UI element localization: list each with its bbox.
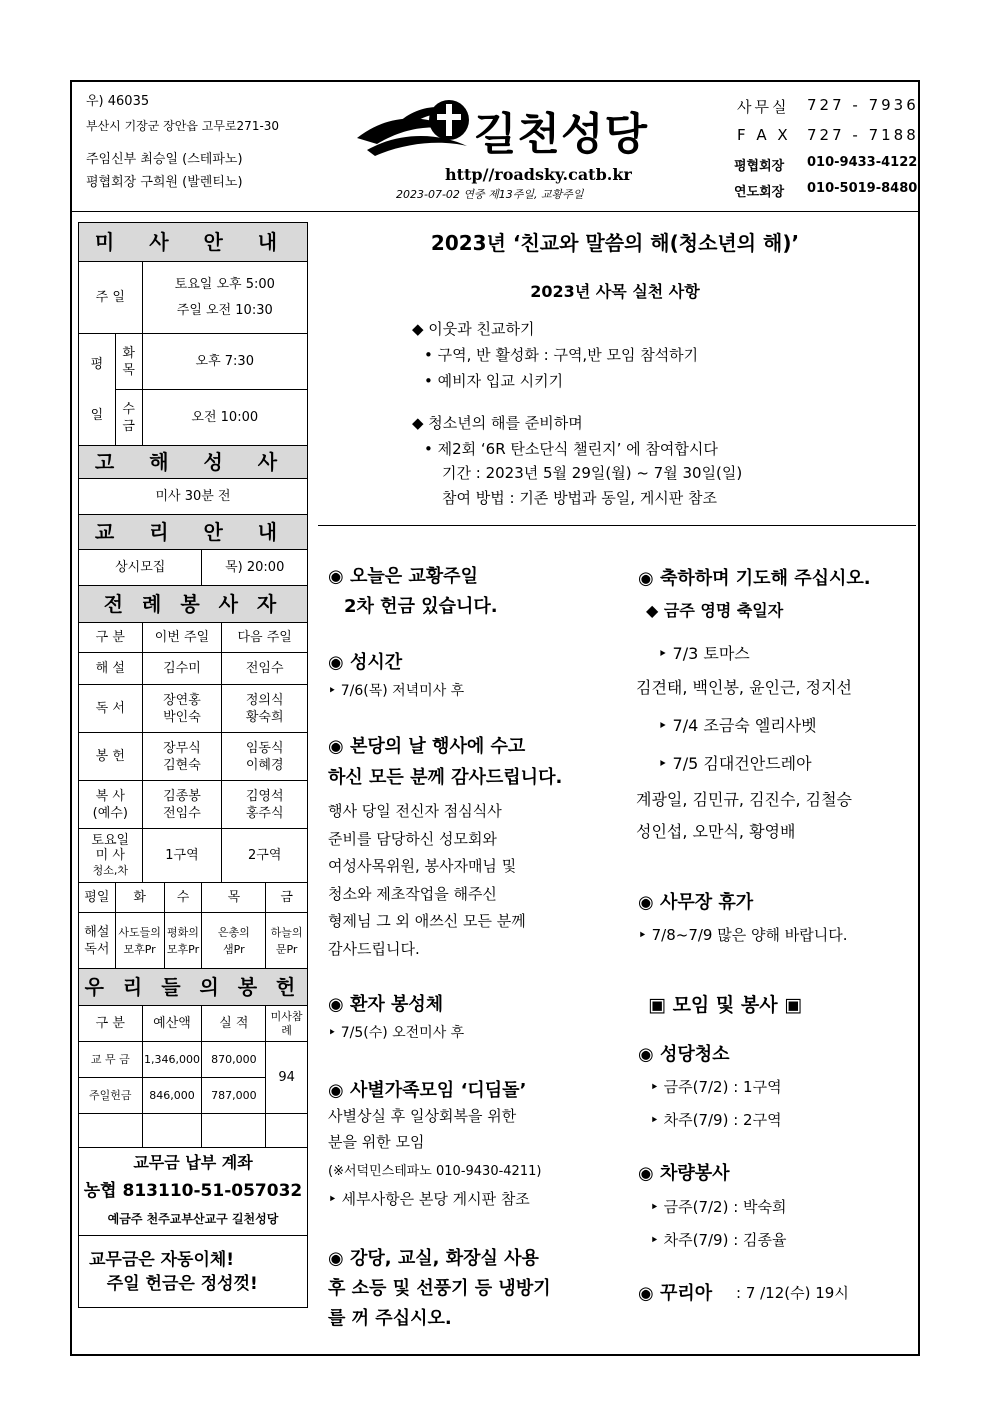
- mass-schedule-title: 미 사 안 내: [79, 223, 308, 262]
- account-info: 교무금 납부 계좌 농협 813110-51-057032 예금주 천주교부산교구 길천성당: [79, 1148, 308, 1236]
- car-service-this-week: ‣ 금주(7/2) : 박숙희: [650, 1198, 787, 1216]
- postal-code: 우) 46035: [86, 94, 150, 109]
- sunday-label: 주 일: [79, 262, 143, 334]
- tue-thu-label: 화 목: [115, 334, 142, 390]
- payment-reminder: 교무금은 자동이체! 주일 헌금은 정성껏!: [79, 1236, 308, 1308]
- weekday-header-thu: 목: [202, 883, 266, 913]
- saturday-this: 1구역: [142, 829, 222, 883]
- weekday-tue-value: 사도들의 모후Pr: [115, 913, 164, 969]
- offering-empty-cell: [266, 1114, 308, 1148]
- cleaning-next-week: ‣ 차주(7/9) : 2구역: [650, 1111, 782, 1129]
- vacation-heading: ◉ 사무장 휴가: [638, 892, 754, 913]
- saturday-next: 2구역: [222, 829, 308, 883]
- catechism-recruit: 상시모집: [79, 550, 202, 586]
- saturday-label: 토요일 미 사 청소,차: [79, 829, 143, 883]
- goal-2-method: 참여 방법 : 기존 방법과 동일, 게시판 참조: [442, 489, 718, 507]
- grief-group-contact: (※서덕민스테파노 010-9430-4211): [328, 1164, 542, 1179]
- council-phone-label: 평협회장: [734, 159, 785, 174]
- commentary-this: 김수미: [142, 653, 222, 685]
- reader-label: 독 서: [79, 685, 143, 733]
- offering-header-attendance: 미사참례: [266, 1006, 308, 1042]
- offering-row-label: 주일헌금: [79, 1078, 143, 1114]
- aircon-notice-1: ◉ 강당, 교실, 화장실 사용: [328, 1248, 539, 1269]
- pope-sunday-note: 2차 헌금 있습니다.: [344, 596, 498, 617]
- curia-heading: ◉ 꾸리아: [638, 1283, 713, 1304]
- weekday-role: 해설 독서: [79, 913, 116, 969]
- goal-1: ◆ 이웃과 친교하기: [412, 320, 535, 338]
- catechism-time: 목) 20:00: [202, 550, 308, 586]
- confession-text: 미사 30분 전: [79, 479, 308, 515]
- offering-empty-cell: [202, 1114, 266, 1148]
- offering-row-label: 교 무 금: [79, 1042, 143, 1078]
- offering-empty-cell: [142, 1114, 202, 1148]
- year-theme-title: 2023년 ‘친교와 말씀의 해(청소년의 해)’: [430, 231, 800, 255]
- grief-group-body-2: 분을 위한 모임: [328, 1133, 425, 1151]
- server-this: 김종봉 전임수: [142, 781, 222, 829]
- server-label: 복 사 (예수): [79, 781, 143, 829]
- weekday-header-fri: 금: [266, 883, 308, 913]
- left-info-table: [78, 222, 308, 1308]
- attendance-count: 94: [266, 1042, 308, 1114]
- liturgy-title: 전 례 봉 사 자: [79, 586, 308, 623]
- sick-communion-heading: ◉ 환자 봉성체: [328, 994, 444, 1015]
- feast-day-3: ‣ 7/5 김대건안드레아: [658, 754, 812, 773]
- youth-phone: 010-5019-8480: [807, 181, 918, 196]
- offering-row-budget: 1,346,000: [142, 1042, 202, 1078]
- youth-phone-label: 연도회장: [734, 185, 785, 200]
- catechism-title: 교 리 안 내: [79, 515, 308, 550]
- holy-hour-text: ‣ 7/6(목) 저녁미사 후: [328, 683, 465, 699]
- thanks-body: 행사 당일 전신자 점심식사 준비를 담당하신 성모회와 여성사목위원, 봉사자매님 및 청소와 제초작업을 해주신 형제님 그 외 애쓰신 모든 분께 감사드립니다.: [328, 802, 526, 958]
- thanks-heading-2: 하신 모든 분께 감사드립니다.: [328, 767, 563, 788]
- weekday-fri-value: 하늘의 문Pr: [266, 913, 308, 969]
- liturgy-header-category: 구 분: [79, 623, 143, 653]
- church-name: 길천성당: [474, 109, 649, 160]
- feast-day-3-names: 계광일, 김민규, 김진수, 김철승: [636, 790, 852, 809]
- offering-header-actual: 실 적: [202, 1006, 266, 1042]
- goal-1-item: • 구역, 반 활성화 : 구역,반 모임 참석하기: [424, 346, 699, 364]
- feast-day-3-names-2: 성인섭, 오만식, 황영배: [636, 822, 796, 841]
- council-phone: 010-9433-4122: [807, 155, 918, 170]
- feast-day-1: ‣ 7/3 토마스: [658, 644, 750, 663]
- offering-row-actual: 787,000: [202, 1078, 266, 1114]
- bulletin-frame: [70, 80, 920, 1356]
- server-next: 김영석 홍주식: [222, 781, 308, 829]
- commentary-label: 해 설: [79, 653, 143, 685]
- aircon-notice-2: 후 소등 및 선풍기 등 냉방기: [328, 1278, 551, 1299]
- fax-label: F A X: [737, 126, 791, 144]
- feast-day-2: ‣ 7/4 조금숙 엘리사벳: [658, 716, 817, 735]
- pastor: 주임신부 최승일 (스테파노): [86, 152, 243, 167]
- goal-2: ◆ 청소년의 해를 준비하며: [412, 414, 583, 432]
- reader-next: 정의식 황숙희: [222, 685, 308, 733]
- goal-2-period: 기간 : 2023년 5월 29일(월) ~ 7월 30일(일): [442, 464, 743, 482]
- offertory-label: 봉 헌: [79, 733, 143, 781]
- weekday-thu-value: 은총의 샘Pr: [202, 913, 266, 969]
- car-service-heading: ◉ 차량봉사: [638, 1163, 730, 1184]
- offering-header-category: 구 분: [79, 1006, 143, 1042]
- vacation-text: ‣ 7/8~7/9 많은 양해 바랍니다.: [638, 926, 848, 944]
- fax-phone: 727 - 7188: [807, 126, 919, 144]
- tue-thu-time: 오후 7:30: [142, 334, 307, 390]
- offering-row-budget: 846,000: [142, 1078, 202, 1114]
- weekday-label: 평 일: [79, 334, 116, 446]
- sunday-times: 토요일 오후 5:00 주일 오전 10:30: [142, 262, 307, 334]
- goal-2-item: • 제2회 ‘6R 탄소단식 챌린지’ 에 참여합시다: [424, 440, 718, 458]
- offering-empty-cell: [79, 1114, 143, 1148]
- office-phone: 727 - 7936: [807, 96, 919, 114]
- office-label: 사무실: [737, 98, 790, 116]
- offering-row-actual: 870,000: [202, 1042, 266, 1078]
- liturgy-header-this: 이번 주일: [142, 623, 222, 653]
- grief-group-note: ‣ 세부사항은 본당 게시판 참조: [328, 1190, 530, 1208]
- grief-group-body: 사별상실 후 일상회복을 위한: [328, 1107, 517, 1125]
- liturgy-header-next: 다음 주일: [222, 623, 308, 653]
- grief-group-heading: ◉ 사별가족모임 ‘디딤돌’: [328, 1080, 527, 1101]
- wed-fri-time: 오전 10:00: [142, 390, 307, 446]
- council-president: 평협회장 구희원 (발렌티노): [86, 175, 243, 190]
- feast-day-1-names: 김견태, 백인봉, 윤인근, 정지선: [636, 678, 852, 697]
- address: 부산시 기장군 장안읍 고무로271-30: [86, 119, 280, 133]
- sick-communion-text: ‣ 7/5(수) 오전미사 후: [328, 1025, 465, 1041]
- thanks-heading: ◉ 본당의 날 행사에 수고: [328, 736, 526, 757]
- wed-fri-label: 수 금: [115, 390, 142, 446]
- weekday-wed-value: 평화의 모후Pr: [164, 913, 202, 969]
- weekday-header-tue: 화: [115, 883, 164, 913]
- pastoral-plan-title: 2023년 사목 실천 사항: [530, 282, 700, 301]
- curia-time: : 7 /12(수) 19시: [736, 1284, 849, 1302]
- aircon-notice-3: 를 꺼 주십시오.: [328, 1308, 452, 1329]
- commentary-next: 전임수: [222, 653, 308, 685]
- bulletin-date: 2023-07-02 연중 제13주일, 교황주일: [396, 188, 584, 201]
- weekday-header-wed: 수: [164, 883, 202, 913]
- content-divider: [318, 525, 916, 526]
- confession-title: 고 해 성 사: [79, 446, 308, 479]
- pope-sunday-heading: ◉ 오늘은 교황주일: [328, 566, 478, 587]
- meetings-heading: ▣ 모임 및 봉사 ▣: [648, 994, 803, 1016]
- church-cleaning-heading: ◉ 성당청소: [638, 1044, 730, 1065]
- goal-1-item: • 예비자 입교 시키기: [424, 372, 564, 390]
- website-link[interactable]: http//roadsky.catb.kr: [445, 165, 632, 184]
- cleaning-this-week: ‣ 금주(7/2) : 1구역: [650, 1078, 782, 1096]
- offertory-next: 임동식 이혜경: [222, 733, 308, 781]
- offering-header-budget: 예산액: [142, 1006, 202, 1042]
- holy-hour-heading: ◉ 성시간: [328, 652, 403, 673]
- offertory-this: 장무식 김현숙: [142, 733, 222, 781]
- feast-day-heading: ◆ 금주 영명 축일자: [646, 601, 784, 620]
- car-service-next-week: ‣ 차주(7/9) : 김종율: [650, 1231, 787, 1249]
- weekday-header-label: 평일: [79, 883, 116, 913]
- offering-title: 우 리 들 의 봉 헌: [79, 969, 308, 1006]
- header-divider: [72, 211, 918, 212]
- pray-heading: ◉ 축하하며 기도해 주십시오.: [638, 568, 871, 589]
- reader-this: 장연홍 박인숙: [142, 685, 222, 733]
